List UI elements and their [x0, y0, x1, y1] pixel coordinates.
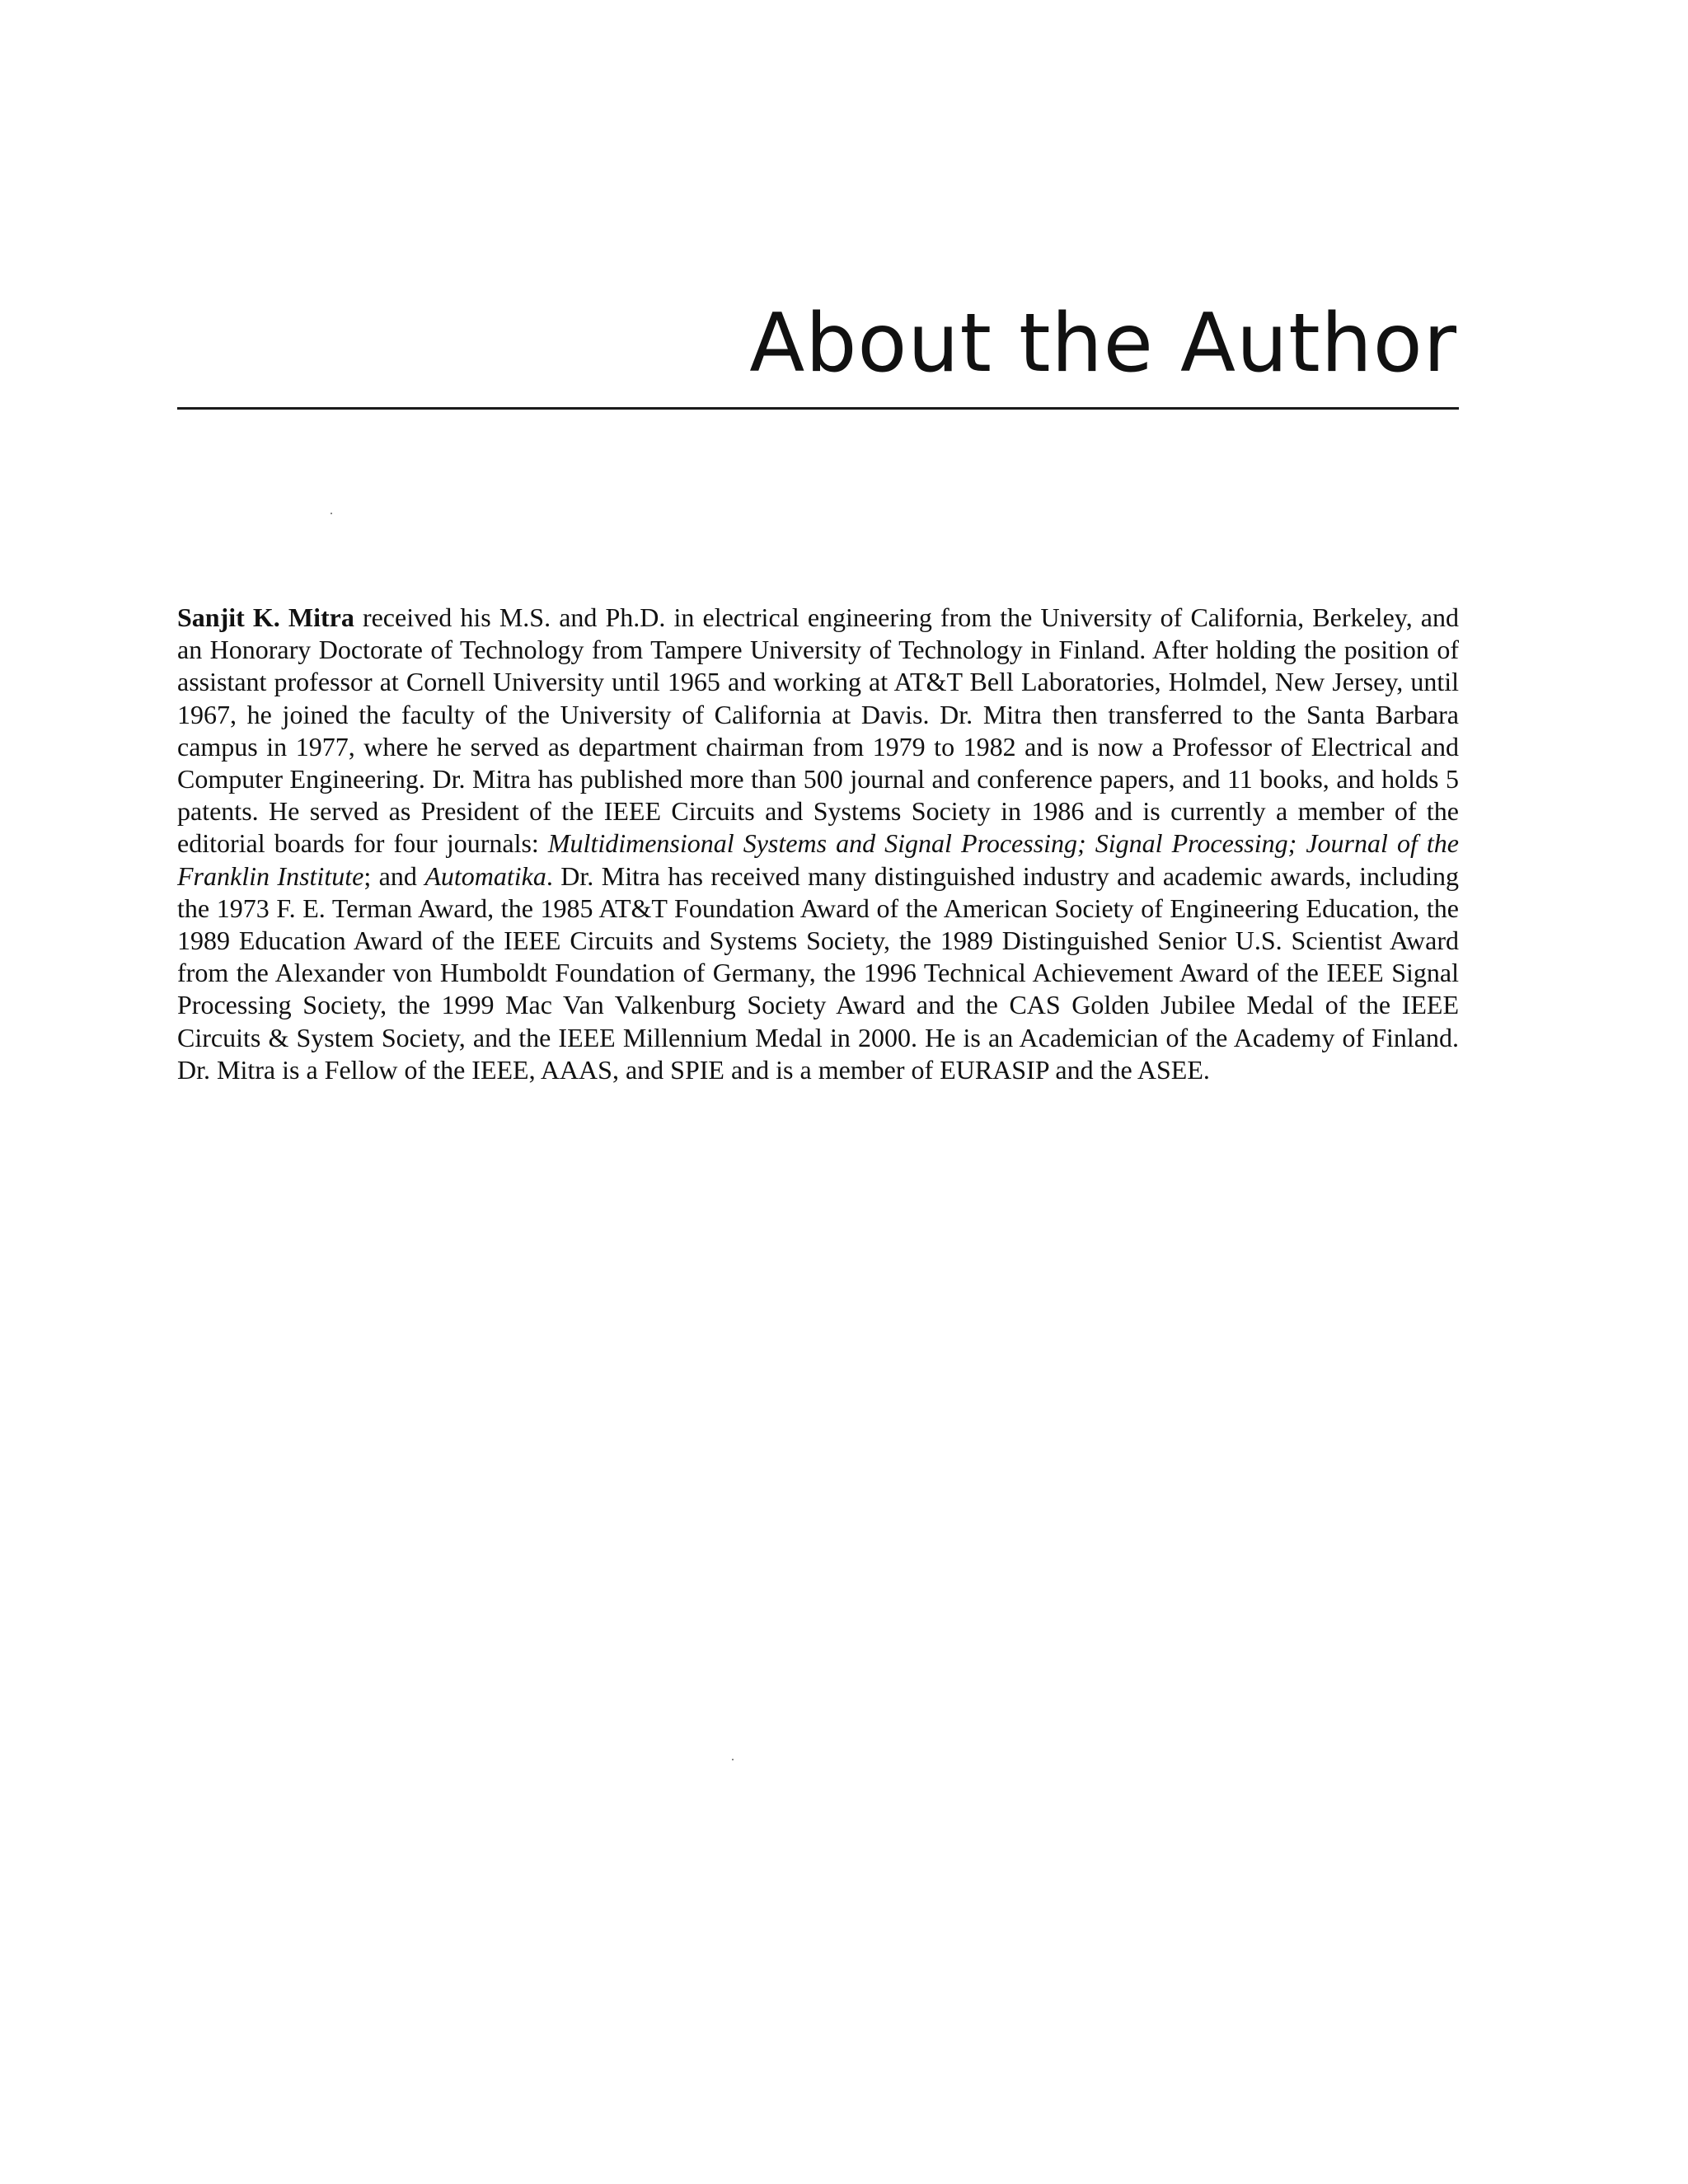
biography-text: received his M.S. and Ph.D. in electrical engineering from the University of California, Berkeley, and an Honorary Doctorate of Technology from Tampere University of Technology in Finland. After holding the position of assistant professor at Cornell University until 1965 and working at AT&T Bell Laboratories, Holmdel, New Jersey, until 1967, he joined the faculty of the University of California at Davis. Dr. Mitra then transferred to the Santa Barbara campus in 1977, where he served as department chairman from 1979 to 1982 and is now a Professor of Electrical and Computer Engineering. Dr. Mitra has published more than 500 journal and conference papers, and 11 books, and holds 5 patents. He served as President of the IEEE Circuits and Systems Society in 1986 and is currently a member of the editorial boards for four journals:	[177, 602, 1460, 859]
journal-title: Automatika	[424, 860, 546, 891]
scan-speck	[331, 513, 332, 514]
title-rule	[177, 407, 1459, 410]
chapter-title: About the Author	[749, 297, 1457, 391]
author-name: Sanjit K. Mitra	[177, 602, 354, 632]
author-biography	[177, 602, 1459, 1086]
journal-titles: Multidimensional Systems and Signal Processing; Signal Processing; Journal of the Franklin Institute	[177, 828, 1460, 891]
scan-speck	[732, 1759, 734, 1760]
biography-text: . Dr. Mitra has received many distinguished industry and academic awards, including the 1973 F. E. Terman Award, the 1985 AT&T Foundation Award of the American Society of Engineering Education, the 1989 Education Award of the IEEE Circuits and Systems Society, the 1989 Distinguished Senior U.S. Scientist Award from the Alexander von Humboldt Foundation of Germany, the 1996 Technical Achievement Award of the IEEE Signal Processing Society, the 1999 Mac Van Valkenburg Society Award and the CAS Golden Jubilee Medal of the IEEE Circuits & System Society, and the IEEE Millennium Medal in 2000. He is an Academician of the Academy of Finland. Dr. Mitra is a Fellow of the IEEE, AAAS, and SPIE and is a member of EURASIP and the ASEE.	[177, 860, 1460, 1085]
biography-text: ; and	[363, 860, 425, 891]
